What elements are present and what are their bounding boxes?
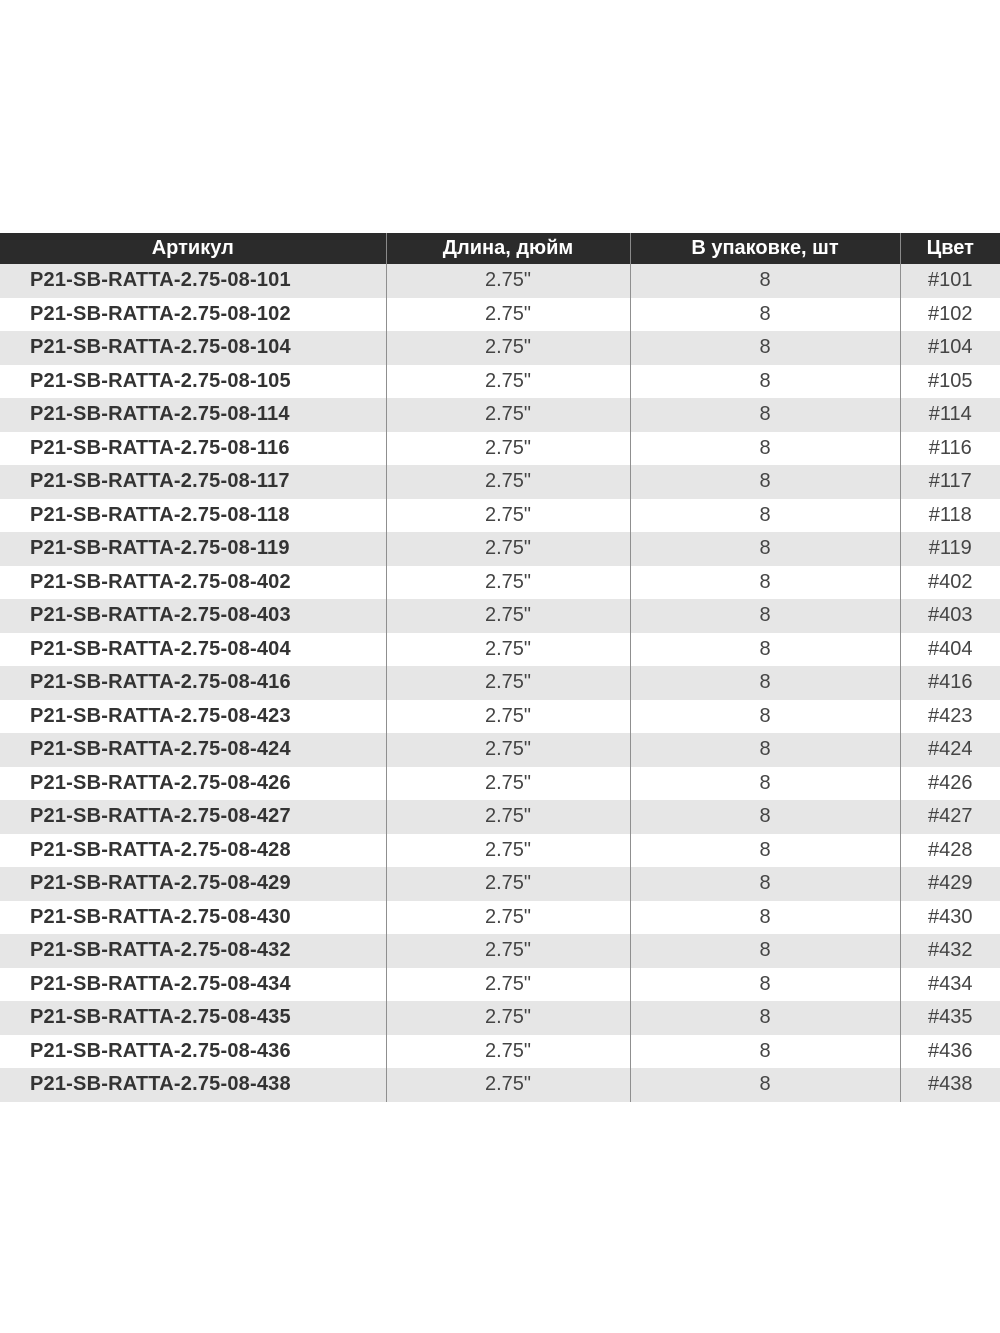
cell-color: #114 xyxy=(900,398,1000,432)
cell-pack-qty: 8 xyxy=(630,264,900,298)
cell-pack-qty: 8 xyxy=(630,432,900,466)
table-row xyxy=(0,968,1000,1002)
cell-article: P21-SB-RATTA-2.75-08-402 xyxy=(0,566,386,600)
cell-article: P21-SB-RATTA-2.75-08-404 xyxy=(0,633,386,667)
cell-color: #116 xyxy=(900,432,1000,466)
cell-color: #416 xyxy=(900,666,1000,700)
cell-article: P21-SB-RATTA-2.75-08-434 xyxy=(0,968,386,1002)
table-row xyxy=(0,298,1000,332)
table-row xyxy=(0,767,1000,801)
cell-color: #102 xyxy=(900,298,1000,332)
cell-length: 2.75" xyxy=(386,532,630,566)
cell-length: 2.75" xyxy=(386,566,630,600)
cell-length: 2.75" xyxy=(386,800,630,834)
cell-pack-qty: 8 xyxy=(630,499,900,533)
cell-color: #434 xyxy=(900,968,1000,1002)
cell-pack-qty: 8 xyxy=(630,298,900,332)
product-table xyxy=(0,233,1000,1102)
header-row xyxy=(0,233,1000,264)
cell-article: P21-SB-RATTA-2.75-08-104 xyxy=(0,331,386,365)
cell-length: 2.75" xyxy=(386,767,630,801)
cell-color: #424 xyxy=(900,733,1000,767)
product-table-container xyxy=(0,233,1000,1102)
cell-pack-qty: 8 xyxy=(630,968,900,1002)
cell-pack-qty: 8 xyxy=(630,1035,900,1069)
cell-length: 2.75" xyxy=(386,834,630,868)
cell-pack-qty: 8 xyxy=(630,465,900,499)
cell-pack-qty: 8 xyxy=(630,666,900,700)
cell-article: P21-SB-RATTA-2.75-08-105 xyxy=(0,365,386,399)
cell-length: 2.75" xyxy=(386,666,630,700)
cell-length: 2.75" xyxy=(386,432,630,466)
table-row xyxy=(0,264,1000,298)
cell-article: P21-SB-RATTA-2.75-08-438 xyxy=(0,1068,386,1102)
cell-article: P21-SB-RATTA-2.75-08-424 xyxy=(0,733,386,767)
cell-pack-qty: 8 xyxy=(630,834,900,868)
table-row xyxy=(0,901,1000,935)
cell-color: #426 xyxy=(900,767,1000,801)
cell-article: P21-SB-RATTA-2.75-08-423 xyxy=(0,700,386,734)
table-row xyxy=(0,867,1000,901)
cell-color: #435 xyxy=(900,1001,1000,1035)
cell-pack-qty: 8 xyxy=(630,599,900,633)
cell-article: P21-SB-RATTA-2.75-08-430 xyxy=(0,901,386,935)
table-row xyxy=(0,365,1000,399)
table-row xyxy=(0,666,1000,700)
cell-length: 2.75" xyxy=(386,264,630,298)
cell-pack-qty: 8 xyxy=(630,901,900,935)
header-length: Длина, дюйм xyxy=(386,233,630,264)
table-row xyxy=(0,800,1000,834)
cell-article: P21-SB-RATTA-2.75-08-116 xyxy=(0,432,386,466)
cell-pack-qty: 8 xyxy=(630,767,900,801)
cell-length: 2.75" xyxy=(386,398,630,432)
cell-length: 2.75" xyxy=(386,331,630,365)
header-article: Артикул xyxy=(0,233,386,264)
table-row xyxy=(0,1068,1000,1102)
cell-article: P21-SB-RATTA-2.75-08-435 xyxy=(0,1001,386,1035)
cell-article: P21-SB-RATTA-2.75-08-432 xyxy=(0,934,386,968)
table-body xyxy=(0,264,1000,1102)
cell-length: 2.75" xyxy=(386,365,630,399)
cell-color: #438 xyxy=(900,1068,1000,1102)
cell-pack-qty: 8 xyxy=(630,867,900,901)
cell-color: #105 xyxy=(900,365,1000,399)
cell-color: #423 xyxy=(900,700,1000,734)
cell-pack-qty: 8 xyxy=(630,800,900,834)
table-row xyxy=(0,1001,1000,1035)
cell-article: P21-SB-RATTA-2.75-08-428 xyxy=(0,834,386,868)
cell-pack-qty: 8 xyxy=(630,331,900,365)
cell-article: P21-SB-RATTA-2.75-08-426 xyxy=(0,767,386,801)
cell-color: #427 xyxy=(900,800,1000,834)
cell-color: #403 xyxy=(900,599,1000,633)
table-row xyxy=(0,934,1000,968)
cell-color: #429 xyxy=(900,867,1000,901)
table-row xyxy=(0,834,1000,868)
cell-article: P21-SB-RATTA-2.75-08-416 xyxy=(0,666,386,700)
cell-length: 2.75" xyxy=(386,867,630,901)
cell-length: 2.75" xyxy=(386,633,630,667)
cell-color: #404 xyxy=(900,633,1000,667)
cell-article: P21-SB-RATTA-2.75-08-114 xyxy=(0,398,386,432)
table-row xyxy=(0,566,1000,600)
cell-pack-qty: 8 xyxy=(630,1001,900,1035)
cell-pack-qty: 8 xyxy=(630,532,900,566)
cell-pack-qty: 8 xyxy=(630,934,900,968)
cell-pack-qty: 8 xyxy=(630,398,900,432)
cell-pack-qty: 8 xyxy=(630,566,900,600)
cell-article: P21-SB-RATTA-2.75-08-117 xyxy=(0,465,386,499)
cell-color: #432 xyxy=(900,934,1000,968)
cell-length: 2.75" xyxy=(386,499,630,533)
cell-article: P21-SB-RATTA-2.75-08-429 xyxy=(0,867,386,901)
cell-length: 2.75" xyxy=(386,700,630,734)
cell-length: 2.75" xyxy=(386,298,630,332)
cell-length: 2.75" xyxy=(386,1035,630,1069)
cell-pack-qty: 8 xyxy=(630,700,900,734)
cell-length: 2.75" xyxy=(386,465,630,499)
table-row xyxy=(0,499,1000,533)
cell-length: 2.75" xyxy=(386,934,630,968)
cell-length: 2.75" xyxy=(386,901,630,935)
table-header xyxy=(0,233,1000,264)
cell-color: #117 xyxy=(900,465,1000,499)
cell-pack-qty: 8 xyxy=(630,733,900,767)
cell-article: P21-SB-RATTA-2.75-08-118 xyxy=(0,499,386,533)
cell-length: 2.75" xyxy=(386,733,630,767)
cell-color: #104 xyxy=(900,331,1000,365)
cell-color: #119 xyxy=(900,532,1000,566)
cell-color: #428 xyxy=(900,834,1000,868)
cell-pack-qty: 8 xyxy=(630,365,900,399)
table-row xyxy=(0,331,1000,365)
cell-pack-qty: 8 xyxy=(630,1068,900,1102)
cell-length: 2.75" xyxy=(386,1068,630,1102)
table-row xyxy=(0,465,1000,499)
header-color: Цвет xyxy=(900,233,1000,264)
header-pack-qty: В упаковке, шт xyxy=(630,233,900,264)
table-row xyxy=(0,532,1000,566)
cell-length: 2.75" xyxy=(386,968,630,1002)
cell-article: P21-SB-RATTA-2.75-08-403 xyxy=(0,599,386,633)
cell-article: P21-SB-RATTA-2.75-08-101 xyxy=(0,264,386,298)
table-row xyxy=(0,733,1000,767)
cell-color: #402 xyxy=(900,566,1000,600)
cell-article: P21-SB-RATTA-2.75-08-427 xyxy=(0,800,386,834)
cell-pack-qty: 8 xyxy=(630,633,900,667)
table-row xyxy=(0,700,1000,734)
table-row xyxy=(0,432,1000,466)
table-row xyxy=(0,398,1000,432)
cell-length: 2.75" xyxy=(386,1001,630,1035)
cell-color: #101 xyxy=(900,264,1000,298)
cell-color: #430 xyxy=(900,901,1000,935)
table-row xyxy=(0,599,1000,633)
cell-article: P21-SB-RATTA-2.75-08-102 xyxy=(0,298,386,332)
table-row xyxy=(0,633,1000,667)
cell-color: #436 xyxy=(900,1035,1000,1069)
cell-length: 2.75" xyxy=(386,599,630,633)
table-row xyxy=(0,1035,1000,1069)
cell-color: #118 xyxy=(900,499,1000,533)
cell-article: P21-SB-RATTA-2.75-08-119 xyxy=(0,532,386,566)
cell-article: P21-SB-RATTA-2.75-08-436 xyxy=(0,1035,386,1069)
